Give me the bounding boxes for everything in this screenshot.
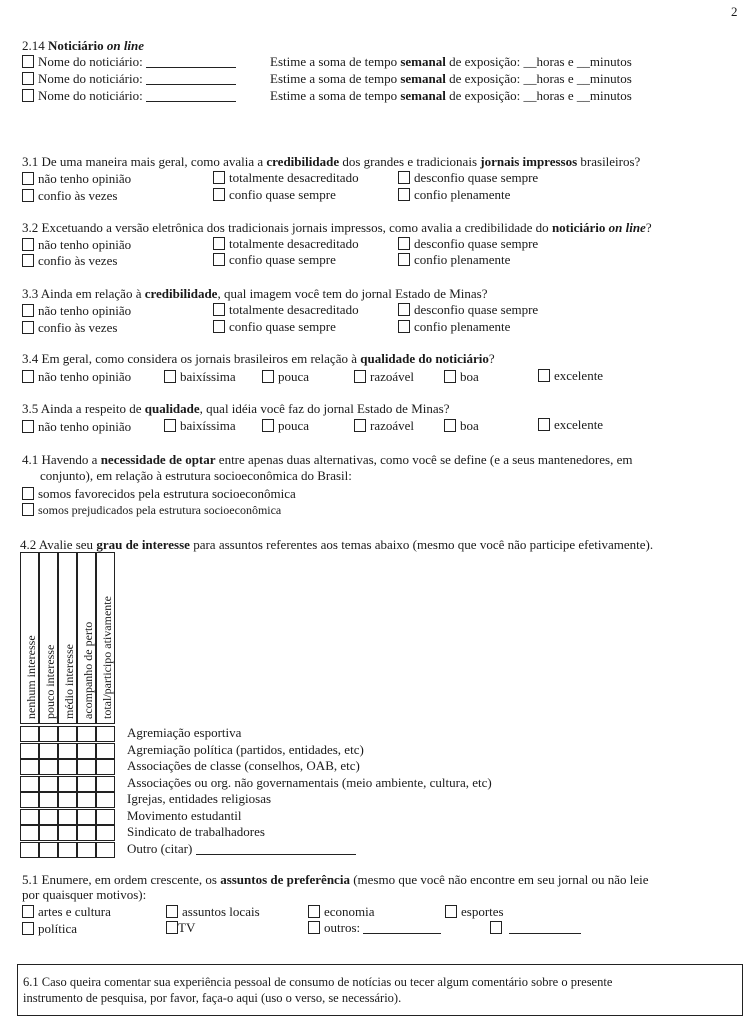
q51-option-1[interactable] xyxy=(22,904,111,920)
question-2-14-title xyxy=(22,38,144,54)
q34-option-2[interactable] xyxy=(164,369,236,385)
checkbox[interactable] xyxy=(398,320,410,333)
q35-option-1[interactable] xyxy=(22,419,131,435)
checkbox[interactable] xyxy=(398,303,410,316)
checkbox[interactable] xyxy=(164,419,176,432)
topic-label: Associações de classe (conselhos, OAB, etc) xyxy=(127,758,360,773)
grid-cell[interactable] xyxy=(77,726,96,742)
option-label: totalmente desacreditado xyxy=(229,302,359,317)
q34-option-1[interactable] xyxy=(22,369,131,385)
extra-subject-field[interactable] xyxy=(509,933,581,934)
q33-post: , qual imagem você tem do jornal Estado de Minas? xyxy=(217,286,488,301)
q41-option-2[interactable] xyxy=(22,502,281,518)
grid-cell[interactable] xyxy=(77,792,96,808)
grid-cell[interactable] xyxy=(58,743,77,759)
option-label: TV xyxy=(178,920,196,935)
q51-line-2: por quaisquer motivos): xyxy=(22,887,147,902)
grid-cell[interactable] xyxy=(96,759,115,775)
grid-cell[interactable] xyxy=(39,825,58,841)
q42-post: para assuntos referentes aos temas abaixo (mesmo que você não participe efetivamente). xyxy=(189,537,654,552)
q31-option-5[interactable] xyxy=(213,187,336,203)
option-label: totalmente desacreditado xyxy=(229,170,359,185)
q34-bold: qualidade do noticiário xyxy=(360,351,489,366)
topic-label: Agremiação política (partidos, entidades, etc) xyxy=(127,742,364,757)
q33-bold: credibilidade xyxy=(144,286,218,301)
q41-pre: 4.1 Havendo a xyxy=(22,452,101,467)
q32-pre: 3.2 Excetuando a versão eletrônica dos tradicionais jornais impressos, como avalia a credibilidade do xyxy=(22,220,552,235)
topic-other-text: Outro (citar) xyxy=(127,841,193,856)
estimate-post: de exposição: __horas e __minutos xyxy=(445,54,632,69)
q31-option-4[interactable] xyxy=(22,188,117,204)
checkbox[interactable] xyxy=(166,905,178,918)
grid-cell[interactable] xyxy=(39,776,58,792)
q33-option-5[interactable] xyxy=(213,319,336,335)
other-topic-field[interactable] xyxy=(196,854,356,855)
option-label: política xyxy=(38,921,77,936)
q51-option-8[interactable] xyxy=(490,920,581,936)
q31-post: brasileiros? xyxy=(577,154,641,169)
checkbox[interactable] xyxy=(398,188,410,201)
estimate-bold: semanal xyxy=(400,88,446,103)
checkbox[interactable] xyxy=(22,254,34,267)
checkbox[interactable] xyxy=(398,253,410,266)
grid-cell[interactable] xyxy=(39,809,58,825)
q214-row-1-name-field[interactable] xyxy=(146,67,236,68)
q41-post: entre apenas duas alternativas, como você se define (e a seus mantenedores, em xyxy=(215,452,633,467)
other-subject-field[interactable] xyxy=(363,933,441,934)
checkbox[interactable] xyxy=(398,237,410,250)
option-label: desconfio quase sempre xyxy=(414,302,539,317)
question-4-2 xyxy=(20,537,653,553)
checkbox[interactable] xyxy=(22,172,34,185)
q34-pre: 3.4 Em geral, como considera os jornais brasileiros em relação à xyxy=(22,351,361,366)
checkbox[interactable] xyxy=(213,320,225,333)
option-label: totalmente desacreditado xyxy=(229,236,359,251)
q214-row-2-estimate xyxy=(270,71,632,87)
grid-cell[interactable] xyxy=(58,776,77,792)
q32-italic: on line xyxy=(608,220,646,235)
question-3-3 xyxy=(22,286,488,302)
q42-pre: 4.2 Avalie seu xyxy=(20,537,97,552)
grid-cell[interactable] xyxy=(20,726,39,742)
checkbox[interactable] xyxy=(22,55,34,68)
grid-cell[interactable] xyxy=(96,776,115,792)
grid-cell[interactable] xyxy=(58,792,77,808)
q35-option-2[interactable] xyxy=(164,418,236,434)
checkbox[interactable] xyxy=(308,921,320,934)
question-3-1 xyxy=(22,154,640,170)
q31-option-6[interactable] xyxy=(398,187,510,203)
option-label: baixíssima xyxy=(180,418,236,433)
q33-option-4[interactable] xyxy=(22,320,117,336)
grid-cell[interactable] xyxy=(39,743,58,759)
q35-option-4[interactable] xyxy=(354,418,414,434)
grid-cell[interactable] xyxy=(20,809,39,825)
column-header-medio: médio interesse xyxy=(62,644,76,719)
q214-row-3-name-field[interactable] xyxy=(146,101,236,102)
q214-row-3-estimate xyxy=(270,88,632,104)
grid-cell[interactable] xyxy=(58,726,77,742)
checkbox[interactable] xyxy=(444,419,456,432)
checkbox[interactable] xyxy=(22,189,34,202)
q61-line-1: 6.1 Caso queira comentar sua experiência pessoal de consumo de notícias ou tecer algum comentário sobre o presente xyxy=(23,975,613,989)
checkbox[interactable] xyxy=(490,921,502,934)
option-label: não tenho opinião xyxy=(38,419,132,434)
q51-post: (mesmo que você não encontre em seu jornal ou não leie xyxy=(349,872,649,887)
checkbox[interactable] xyxy=(164,370,176,383)
grid-cell[interactable] xyxy=(20,743,39,759)
q42-bold: grau de interesse xyxy=(96,537,190,552)
checkbox[interactable] xyxy=(166,921,178,934)
option-label: pouca xyxy=(278,418,310,433)
q34-option-4[interactable] xyxy=(354,369,414,385)
q214-row-3-label: Nome do noticiário: xyxy=(38,88,143,103)
checkbox[interactable] xyxy=(22,503,34,516)
option-label: somos favorecidos pela estrutura socioeconômica xyxy=(38,486,296,501)
option-label: boa xyxy=(460,369,479,384)
checkbox[interactable] xyxy=(22,304,34,317)
option-label: confio plenamente xyxy=(414,319,511,334)
q34-option-3[interactable] xyxy=(262,369,309,385)
q34-post: ? xyxy=(488,351,495,366)
checkbox[interactable] xyxy=(538,369,550,382)
q214-row-3 xyxy=(22,88,236,104)
option-label: pouca xyxy=(278,369,310,384)
column-header-pouco: pouco interesse xyxy=(43,644,57,719)
grid-cell[interactable] xyxy=(96,726,115,742)
column-header-cell xyxy=(77,552,96,724)
column-header-cell xyxy=(96,552,115,724)
q41-option-1[interactable] xyxy=(22,486,296,502)
grid-cell[interactable] xyxy=(96,825,115,841)
q32-option-6[interactable] xyxy=(398,252,510,268)
column-header-cell xyxy=(58,552,77,724)
q31-bold1: credibilidade xyxy=(266,154,340,169)
q51-option-3[interactable] xyxy=(308,904,375,920)
option-label: não tenho opinião xyxy=(38,237,132,252)
checkbox[interactable] xyxy=(354,419,366,432)
q51-option-5[interactable] xyxy=(22,921,77,937)
q33-option-1[interactable] xyxy=(22,303,131,319)
option-label: razoável xyxy=(370,369,415,384)
checkbox[interactable] xyxy=(445,905,457,918)
estimate-post: de exposição: __horas e __minutos xyxy=(445,88,632,103)
checkbox[interactable] xyxy=(22,370,34,383)
topic-label: Sindicato de trabalhadores xyxy=(127,824,265,839)
q41-bold: necessidade de optar xyxy=(100,452,216,467)
option-label: confio às vezes xyxy=(38,320,118,335)
q35-post: , qual idéia você faz do jornal Estado de Minas? xyxy=(199,401,450,416)
q35-option-3[interactable] xyxy=(262,418,309,434)
checkbox[interactable] xyxy=(262,419,274,432)
q51-option-2[interactable] xyxy=(166,904,260,920)
grid-cell[interactable] xyxy=(77,743,96,759)
grid-cell[interactable] xyxy=(96,809,115,825)
q33-option-3[interactable] xyxy=(398,302,538,318)
checkbox[interactable] xyxy=(213,188,225,201)
topic-label: Associações ou org. não governamentais (meio ambiente, cultura, etc) xyxy=(127,775,492,790)
column-header-total: total/participo ativamente xyxy=(100,596,114,719)
checkbox[interactable] xyxy=(22,922,34,935)
checkbox[interactable] xyxy=(213,303,225,316)
topic-label-other xyxy=(127,841,356,857)
grid-cell[interactable] xyxy=(39,842,58,858)
option-label: confio às vezes xyxy=(38,253,118,268)
grid-cell[interactable] xyxy=(20,759,39,775)
option-label: confio plenamente xyxy=(414,187,511,202)
checkbox[interactable] xyxy=(22,321,34,334)
checkbox[interactable] xyxy=(22,89,34,102)
q214-row-2 xyxy=(22,71,236,87)
estimate-text: Estime a soma de tempo xyxy=(270,88,401,103)
checkbox[interactable] xyxy=(22,420,34,433)
estimate-bold: semanal xyxy=(400,71,446,86)
page-number: 2 xyxy=(731,4,738,19)
grid-cell[interactable] xyxy=(77,776,96,792)
q32-option-3[interactable] xyxy=(398,236,538,252)
q31-bold2: jornais impressos xyxy=(480,154,578,169)
q35-pre: 3.5 Ainda a respeito de xyxy=(22,401,145,416)
question-5-1 xyxy=(22,872,648,888)
question-3-5 xyxy=(22,401,449,417)
grid-cell[interactable] xyxy=(96,792,115,808)
q214-row-1 xyxy=(22,54,236,70)
option-label: não tenho opinião xyxy=(38,171,132,186)
topic-label: Agremiação esportiva xyxy=(127,725,242,740)
column-header-acompanho: acompanho de perto xyxy=(81,621,95,719)
grid-cell[interactable] xyxy=(20,776,39,792)
q41-line-2: conjunto), em relação à estrutura socioeconômica do Brasil: xyxy=(40,468,352,483)
q214-row-1-label: Nome do noticiário: xyxy=(38,54,143,69)
option-label: razoável xyxy=(370,418,415,433)
option-label: não tenho opinião xyxy=(38,303,132,318)
grid-cell[interactable] xyxy=(20,825,39,841)
grid-cell[interactable] xyxy=(77,759,96,775)
estimate-post: de exposição: __horas e __minutos xyxy=(445,71,632,86)
checkbox[interactable] xyxy=(22,72,34,85)
grid-cell[interactable] xyxy=(58,825,77,841)
checkbox[interactable] xyxy=(213,253,225,266)
q32-option-4[interactable] xyxy=(22,253,117,269)
grid-cell[interactable] xyxy=(39,726,58,742)
question-3-2 xyxy=(22,220,652,236)
q51-pre: 5.1 Enumere, em ordem crescente, os xyxy=(22,872,221,887)
question-3-4 xyxy=(22,351,495,367)
q31-option-2[interactable] xyxy=(213,170,359,186)
checkbox[interactable] xyxy=(22,905,34,918)
option-label: economia xyxy=(324,904,375,919)
option-label: esportes xyxy=(461,904,504,919)
checkbox[interactable] xyxy=(308,905,320,918)
q214-row-1-estimate xyxy=(270,54,632,70)
column-header-cell xyxy=(20,552,39,724)
option-label: desconfio quase sempre xyxy=(414,236,539,251)
q35-option-5[interactable] xyxy=(444,418,479,434)
q214-prefix: 2.14 xyxy=(22,38,48,53)
option-label: confio quase sempre xyxy=(229,187,336,202)
q32-bold: noticiário xyxy=(551,220,609,235)
checkbox[interactable] xyxy=(22,487,34,500)
q51-option-4[interactable] xyxy=(445,904,504,920)
q214-italic: on line xyxy=(106,38,145,53)
option-label: excelente xyxy=(554,417,604,432)
q33-pre: 3.3 Ainda em relação à xyxy=(22,286,145,301)
q31-mid: dos grandes e tradicionais xyxy=(339,154,481,169)
option-label: confio plenamente xyxy=(414,252,511,267)
q35-option-6[interactable] xyxy=(538,417,603,433)
grid-cell[interactable] xyxy=(58,842,77,858)
grid-cell[interactable] xyxy=(39,759,58,775)
grid-cell[interactable] xyxy=(77,842,96,858)
option-label: baixíssima xyxy=(180,369,236,384)
grid-cell[interactable] xyxy=(20,792,39,808)
q32-option-2[interactable] xyxy=(213,236,359,252)
topic-label: Igrejas, entidades religiosas xyxy=(127,791,272,806)
option-label: somos prejudicados pela estrutura socioeconômica xyxy=(38,503,282,517)
column-header-nenhum: nenhum interesse xyxy=(24,635,38,719)
q214-row-2-label: Nome do noticiário: xyxy=(38,71,143,86)
q214-bold: Noticiário xyxy=(48,38,107,53)
topic-label: Movimento estudantil xyxy=(127,808,242,823)
option-label: excelente xyxy=(554,368,604,383)
q51-bold: assuntos de preferência xyxy=(220,872,350,887)
grid-cell[interactable] xyxy=(39,792,58,808)
grid-cell[interactable] xyxy=(20,842,39,858)
checkbox[interactable] xyxy=(354,370,366,383)
q35-bold: qualidade xyxy=(144,401,200,416)
option-label: confio quase sempre xyxy=(229,252,336,267)
option-label: não tenho opinião xyxy=(38,369,132,384)
q33-option-2[interactable] xyxy=(213,302,359,318)
grid-cell[interactable] xyxy=(58,809,77,825)
q31-option-1[interactable] xyxy=(22,171,131,187)
grid-cell[interactable] xyxy=(96,743,115,759)
estimate-text: Estime a soma de tempo xyxy=(270,71,401,86)
option-label: confio quase sempre xyxy=(229,319,336,334)
checkbox[interactable] xyxy=(262,370,274,383)
q61-line-2: instrumento de pesquisa, por favor, faça-o aqui (uso o verso, se necessário). xyxy=(23,991,402,1005)
checkbox[interactable] xyxy=(213,237,225,250)
option-label: boa xyxy=(460,418,479,433)
q34-option-6[interactable] xyxy=(538,368,603,384)
checkbox[interactable] xyxy=(213,171,225,184)
q31-pre: 3.1 De uma maneira mais geral, como avalia a xyxy=(22,154,267,169)
checkbox[interactable] xyxy=(398,171,410,184)
column-header-cell xyxy=(39,552,58,724)
option-label: outros: xyxy=(324,920,361,935)
option-label: artes e cultura xyxy=(38,904,111,919)
checkbox[interactable] xyxy=(538,418,550,431)
option-label: assuntos locais xyxy=(182,904,260,919)
grid-cell[interactable] xyxy=(77,809,96,825)
q32-post: ? xyxy=(645,220,652,235)
q31-option-3[interactable] xyxy=(398,170,538,186)
checkbox[interactable] xyxy=(22,238,34,251)
option-label: desconfio quase sempre xyxy=(414,170,539,185)
q51-option-7[interactable] xyxy=(308,920,441,936)
estimate-bold: semanal xyxy=(400,54,446,69)
q33-option-6[interactable] xyxy=(398,319,510,335)
q214-row-2-name-field[interactable] xyxy=(146,84,236,85)
option-label: confio às vezes xyxy=(38,188,118,203)
q32-option-1[interactable] xyxy=(22,237,131,253)
grid-cell[interactable] xyxy=(96,842,115,858)
q34-option-5[interactable] xyxy=(444,369,479,385)
grid-cell[interactable] xyxy=(58,759,77,775)
checkbox[interactable] xyxy=(444,370,456,383)
grid-cell[interactable] xyxy=(77,825,96,841)
q32-option-5[interactable] xyxy=(213,252,336,268)
question-4-1 xyxy=(22,452,632,468)
estimate-text: Estime a soma de tempo xyxy=(270,54,401,69)
q51-option-6[interactable] xyxy=(166,920,195,936)
